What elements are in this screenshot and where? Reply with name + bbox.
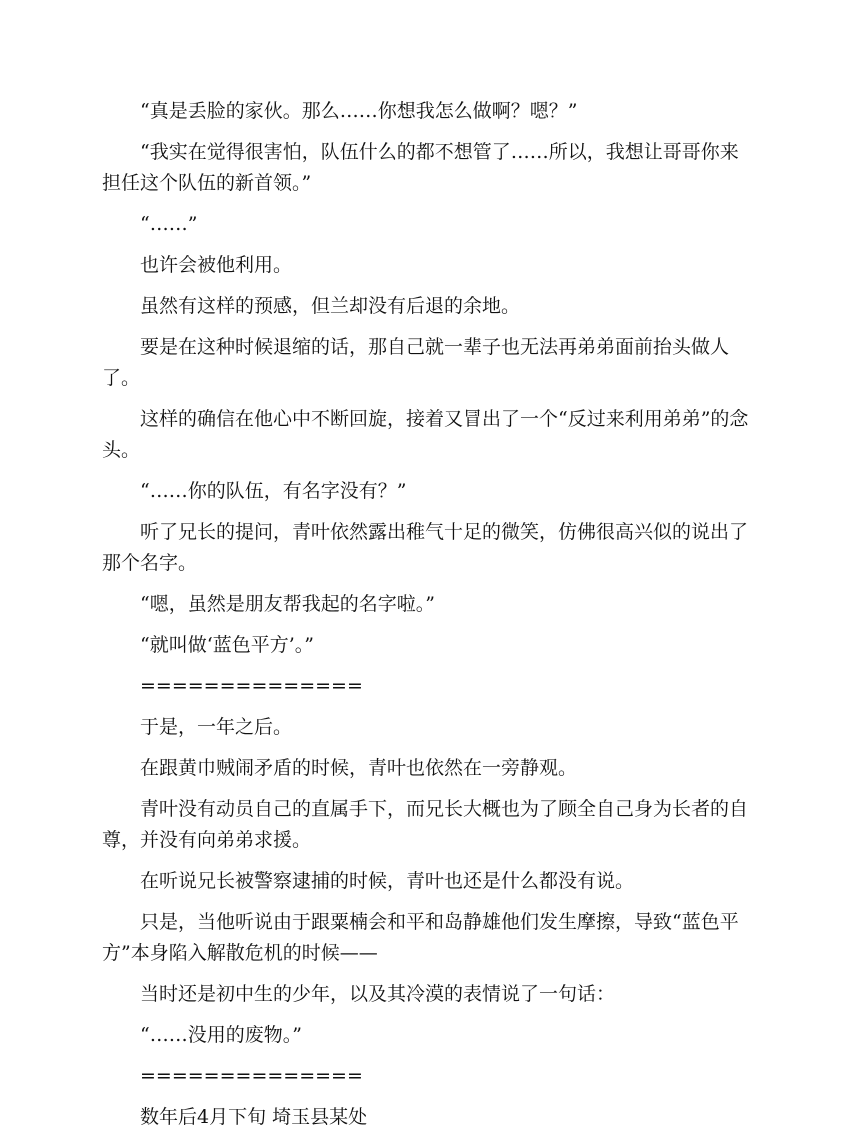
paragraph: “……” [140,213,198,235]
paragraph: “我实在觉得很害怕，队伍什么的都不想管了……所以，我想让哥哥你来担任这个队伍的新首领。” [102,141,739,194]
paragraph: “嗯，虽然是朋友帮我起的名字啦。” [140,593,435,615]
paragraph: 只是，当他听说由于跟粟楠会和平和岛静雄他们发生摩擦，导致“蓝色平方”本身陷入解散危机的时候—— [102,911,739,964]
paragraph: 于是，一年之后。 [140,716,293,738]
section-separator: ============== [140,675,363,697]
paragraph: 也许会被他利用。 [140,254,293,276]
paragraph: 要是在这种时候退缩的话，那自己就一辈子也无法再弟弟面前抬头做人了。 [102,336,730,389]
paragraph: 当时还是初中生的少年，以及其冷漠的表情说了一句话： [140,983,616,1005]
paragraph: “就叫做‘蓝色平方’。” [140,634,315,656]
body-text [102,96,750,1143]
paragraph: “……你的队伍，有名字没有？” [140,480,407,502]
paragraph: 青叶没有动员自己的直属手下，而兄长大概也为了顾全自己身为长者的自尊，并没有向弟弟求援。 [102,798,749,851]
paragraph: 这样的确信在他心中不断回旋，接着又冒出了一个“反过来利用弟弟”的念头。 [102,408,749,461]
scene-heading: 数年后4月下旬 埼玉县某处 [140,1106,368,1128]
paragraph: 在跟黄巾贼闹矛盾的时候，青叶也依然在一旁静观。 [140,757,578,779]
section-separator: ============== [140,1065,363,1087]
paragraph: 听了兄长的提问，青叶依然露出稚气十足的微笑，仿佛很高兴似的说出了那个名字。 [102,521,749,574]
paragraph: 在听说兄长被警察逮捕的时候，青叶也还是什么都没有说。 [140,870,635,892]
paragraph: 虽然有这样的预感，但兰却没有后退的余地。 [140,295,521,317]
paragraph: “真是丢脸的家伙。那么……你想我怎么做啊？嗯？” [140,100,578,122]
paragraph: “……没用的废物。” [140,1024,302,1046]
